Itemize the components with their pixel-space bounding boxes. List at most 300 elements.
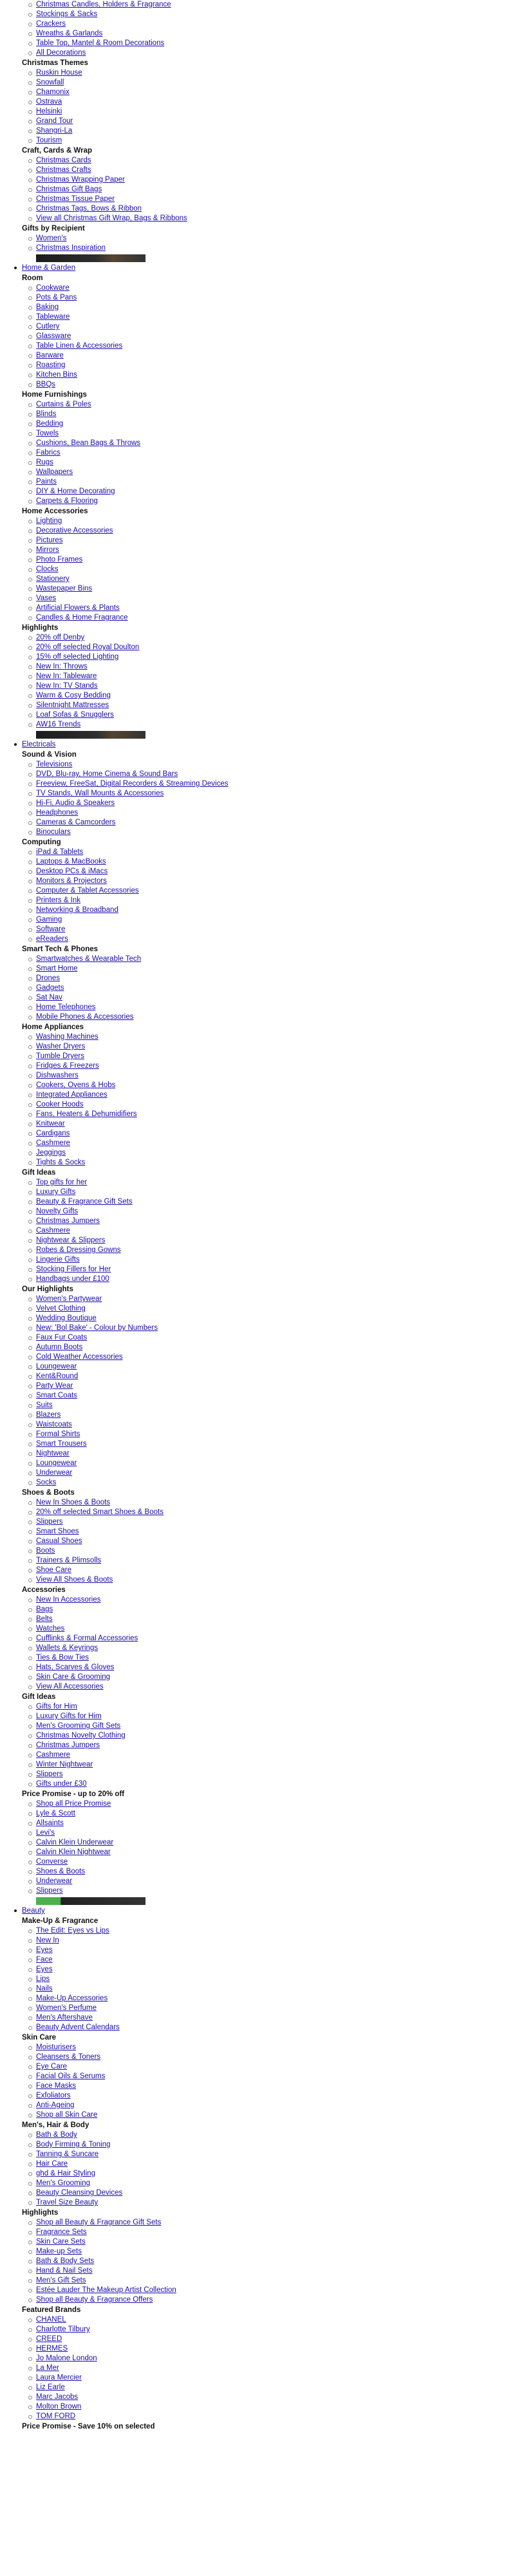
menu-link[interactable]: Bedding <box>36 420 64 428</box>
menu-group <box>14 2208 515 2305</box>
menu-link[interactable]: Glassware <box>36 332 71 340</box>
menu-link[interactable]: Shop all Beauty & Fragrance Offers <box>36 2296 153 2304</box>
list-item <box>36 29 515 39</box>
menu-link[interactable]: Beauty & Fragrance Gift Sets <box>36 1198 133 1206</box>
menu-link[interactable]: Cleansers & Toners <box>36 2053 101 2061</box>
menu-link[interactable]: Smart Shoes <box>36 1528 79 1535</box>
list-item <box>36 720 515 730</box>
menu-link[interactable]: Nails <box>36 1985 53 1993</box>
list-item <box>36 1061 515 1071</box>
list-item <box>36 487 515 497</box>
menu-link[interactable]: Gifts for Him <box>36 1703 77 1710</box>
menu-link[interactable]: Lips <box>36 1975 50 1983</box>
menu-link[interactable]: CREED <box>36 2335 62 2343</box>
menu-link[interactable]: Chamonix <box>36 88 70 96</box>
list-item <box>36 536 515 545</box>
section-link[interactable]: Electricals <box>14 740 515 750</box>
list-item <box>36 283 515 293</box>
menu-link[interactable]: Molton Brown <box>36 2403 82 2410</box>
group-heading: Home Furnishings <box>22 391 87 399</box>
menu-link[interactable]: Shoes & Boots <box>36 1868 86 1875</box>
list-item <box>36 1877 515 1886</box>
menu-link[interactable]: Winter Nightwear <box>36 1761 93 1768</box>
menu-link[interactable]: Make-Up Accessories <box>36 1994 108 2002</box>
menu-link[interactable]: Barware <box>36 352 64 359</box>
menu-link[interactable]: Mirrors <box>36 546 59 554</box>
list-item <box>36 1731 515 1741</box>
menu-link[interactable]: Loaf Sofas & Snugglers <box>36 711 114 719</box>
menu-link[interactable]: Cashmere <box>36 1751 71 1759</box>
menu-link[interactable]: Tableware <box>36 313 70 321</box>
menu-link[interactable]: Christmas Cards <box>36 156 91 164</box>
list-item <box>36 107 515 117</box>
menu-link[interactable]: Shop all Beauty & Fragrance Gift Sets <box>36 2219 162 2226</box>
promo-banner-image[interactable] <box>36 1897 145 1905</box>
menu-link[interactable]: DVD, Blu-ray, Home Cinema & Sound Bars <box>36 770 178 778</box>
list-item <box>36 1508 515 1517</box>
list-item <box>36 234 515 243</box>
menu-link[interactable]: Tights & Socks <box>36 1159 86 1166</box>
menu-link[interactable]: Wallpapers <box>36 468 73 476</box>
menu-group <box>14 223 515 253</box>
menu-link[interactable]: Jeggings <box>36 1149 66 1157</box>
menu-group <box>14 1789 515 1896</box>
menu-link[interactable]: TOM FORD <box>36 2412 76 2420</box>
list-item <box>36 243 515 253</box>
menu-link[interactable]: Silentnight Mattresses <box>36 701 109 709</box>
menu-link[interactable]: Fans, Heaters & Dehumidifiers <box>36 1110 137 1118</box>
list-item <box>36 1439 515 1449</box>
menu-link[interactable]: Women's <box>36 234 67 242</box>
menu-link[interactable]: Mobile Phones & Accessories <box>36 1013 134 1021</box>
menu-link[interactable]: View all Christmas Gift Wrap, Bags & Ribbons <box>36 214 187 222</box>
list-item <box>36 1012 515 1022</box>
menu-link[interactable]: Binoculars <box>36 828 71 836</box>
menu-link[interactable]: Men's Aftershave <box>36 2014 93 2022</box>
menu-link[interactable]: Cooker Hoods <box>36 1101 84 1108</box>
menu-link[interactable]: Anti-Ageing <box>36 2101 75 2109</box>
menu-link[interactable]: Slippers <box>36 1518 63 1526</box>
list-item <box>36 1537 515 1546</box>
menu-link[interactable]: Ruskin House <box>36 69 82 77</box>
menu-link[interactable]: Stocking Fillers for Her <box>36 1265 111 1273</box>
menu-link[interactable]: Integrated Appliances <box>36 1091 108 1099</box>
menu-section <box>14 1906 515 2432</box>
menu-link[interactable]: Women's Partywear <box>36 1295 102 1303</box>
menu-link[interactable]: Cufflinks & Formal Accessories <box>36 1634 138 1642</box>
list-item <box>36 2169 515 2179</box>
menu-link[interactable]: Tumble Dryers <box>36 1052 84 1060</box>
menu-link[interactable]: Ties & Bow Ties <box>36 1654 89 1662</box>
menu-link[interactable]: Boots <box>36 1547 55 1555</box>
menu-link[interactable]: Smart Coats <box>36 1392 77 1399</box>
menu-link[interactable]: New In: Throws <box>36 663 88 670</box>
menu-link[interactable]: Tanning & Suncare <box>36 2150 99 2158</box>
menu-link[interactable]: Cushions, Bean Bags & Throws <box>36 439 141 447</box>
list-item <box>36 1352 515 1362</box>
menu-link[interactable]: Stockings & Sacks <box>36 10 98 18</box>
menu-link[interactable]: HERMES <box>36 2345 68 2353</box>
menu-link[interactable]: Decorative Accessories <box>36 527 113 535</box>
menu-link[interactable]: Paints <box>36 478 57 486</box>
menu-link[interactable]: Socks <box>36 1479 57 1486</box>
menu-link[interactable]: Drones <box>36 974 61 982</box>
menu-link[interactable]: Cameras & Camcorders <box>36 819 116 826</box>
menu-link[interactable]: Blazers <box>36 1411 61 1419</box>
menu-link[interactable]: New In <box>36 1937 59 1944</box>
menu-link[interactable]: Face Masks <box>36 2082 76 2090</box>
menu-link[interactable]: View All Shoes & Boots <box>36 1576 113 1584</box>
menu-list <box>14 1799 515 1896</box>
menu-link[interactable]: Facial Oils & Serums <box>36 2072 106 2080</box>
menu-link[interactable]: Rugs <box>36 459 53 466</box>
menu-link[interactable]: Shop all Skin Care <box>36 2111 98 2119</box>
menu-link[interactable]: Calvin Klein Underwear <box>36 1839 114 1846</box>
menu-link[interactable]: Casual Shoes <box>36 1537 82 1545</box>
menu-link[interactable]: Women's Perfume <box>36 2004 97 2012</box>
menu-link[interactable]: Curtains & Poles <box>36 401 91 408</box>
menu-link[interactable]: Artificial Flowers & Plants <box>36 604 120 612</box>
menu-link[interactable]: Hats, Scarves & Gloves <box>36 1663 115 1671</box>
list-item <box>36 448 515 458</box>
menu-link[interactable]: Waistcoats <box>36 1421 72 1428</box>
menu-link[interactable]: Christmas Inspiration <box>36 244 106 252</box>
list-item <box>36 1605 515 1615</box>
list-item <box>36 1682 515 1692</box>
menu-link[interactable]: Helsinki <box>36 108 62 115</box>
menu-link[interactable]: Beauty Cleansing Devices <box>36 2189 123 2197</box>
menu-link[interactable]: Bath & Body <box>36 2131 77 2139</box>
menu-link[interactable]: Stationery <box>36 575 70 583</box>
menu-link[interactable]: Loungewear <box>36 1363 77 1370</box>
list-item <box>36 2392 515 2402</box>
menu-link[interactable]: Gadgets <box>36 984 64 992</box>
menu-link[interactable]: Christmas Gift Bags <box>36 185 102 193</box>
list-item <box>36 594 515 603</box>
menu-link[interactable]: Trainers & Plimsolls <box>36 1557 102 1564</box>
menu-link[interactable]: Allsaints <box>36 1819 64 1827</box>
menu-link[interactable]: Knitwear <box>36 1120 65 1128</box>
menu-link[interactable]: Sat Nav <box>36 994 62 1001</box>
menu-link[interactable]: Hi-Fi, Audio & Speakers <box>36 799 115 807</box>
menu-link[interactable]: Bags <box>36 1605 53 1613</box>
menu-link[interactable]: DIY & Home Decorating <box>36 488 115 495</box>
menu-link[interactable]: Novelty Gifts <box>36 1208 79 1215</box>
menu-link[interactable]: Fridges & Freezers <box>36 1062 99 1070</box>
section-link[interactable]: Home & Garden <box>14 263 515 273</box>
menu-link[interactable]: Monitors & Projectors <box>36 877 107 885</box>
menu-link[interactable]: Faux Fur Coats <box>36 1334 88 1341</box>
menu-link[interactable]: Levi's <box>36 1829 55 1837</box>
menu-link[interactable]: 20% off Denby <box>36 634 85 641</box>
menu-link[interactable]: Belts <box>36 1615 53 1623</box>
menu-link[interactable]: Calvin Klein Nightwear <box>36 1848 111 1856</box>
menu-link[interactable]: 20% off selected Royal Doulton <box>36 643 140 651</box>
menu-link[interactable]: Dishwashers <box>36 1072 79 1079</box>
menu-link[interactable]: Christmas Tissue Paper <box>36 195 115 203</box>
list-item <box>36 934 515 944</box>
menu-link[interactable]: Formal Shirts <box>36 1430 80 1438</box>
menu-link[interactable]: Loungewear <box>36 1459 77 1467</box>
menu-link[interactable]: Men's Grooming <box>36 2179 91 2187</box>
menu-link[interactable]: Travel Size Beauty <box>36 2199 98 2206</box>
list-item <box>36 789 515 799</box>
menu-link[interactable]: Velvet Clothing <box>36 1305 86 1312</box>
menu-list <box>14 633 515 730</box>
menu-link[interactable]: Watches <box>36 1625 65 1633</box>
menu-link[interactable]: Smart Trousers <box>36 1440 87 1448</box>
section-link[interactable]: Beauty <box>14 1906 515 1916</box>
menu-link[interactable]: La Mer <box>36 2364 59 2372</box>
menu-link[interactable]: Handbags under £100 <box>36 1275 109 1283</box>
menu-link[interactable]: New In: Tableware <box>36 672 97 680</box>
menu-link[interactable]: Home Telephones <box>36 1003 96 1011</box>
list-item <box>36 681 515 691</box>
menu-link[interactable]: Laura Mercier <box>36 2374 82 2382</box>
list-item <box>36 545 515 555</box>
menu-link[interactable]: Printers & Ink <box>36 896 81 904</box>
menu-link[interactable]: BBQs <box>36 381 56 388</box>
menu-link[interactable]: View All Accessories <box>36 1683 104 1690</box>
menu-link[interactable]: Hair Care <box>36 2160 68 2168</box>
menu-link[interactable]: Candles & Home Fragrance <box>36 614 128 621</box>
menu-link[interactable]: Software <box>36 925 66 933</box>
menu-link[interactable]: Clocks <box>36 565 59 573</box>
menu-link[interactable]: 15% off selected Lighting <box>36 653 119 661</box>
menu-list <box>14 1498 515 1585</box>
menu-link[interactable]: Warm & Cosy Bedding <box>36 692 111 699</box>
menu-link[interactable]: Underwear <box>36 1877 73 1885</box>
list-item <box>36 1449 515 1459</box>
menu-link[interactable]: Fabrics <box>36 449 61 457</box>
menu-link[interactable]: Christmas Wrapping Paper <box>36 176 125 184</box>
list-item <box>36 1420 515 1430</box>
menu-link[interactable]: Lingerie Gifts <box>36 1256 80 1264</box>
list-item <box>36 1188 515 1197</box>
menu-link[interactable]: Christmas Candles, Holders & Fragrance <box>36 1 171 8</box>
menu-link[interactable]: Laptops & MacBooks <box>36 858 106 866</box>
list-item <box>36 1672 515 1682</box>
list-item <box>36 1721 515 1731</box>
menu-link[interactable]: Shangri-La <box>36 127 73 135</box>
promo-banner-image[interactable] <box>36 731 145 739</box>
menu-link[interactable]: Lighting <box>36 517 62 525</box>
menu-link[interactable]: Tourism <box>36 137 62 144</box>
list-item <box>36 1401 515 1410</box>
menu-link[interactable]: Photo Frames <box>36 556 83 564</box>
menu-link[interactable]: All Decorations <box>36 49 86 57</box>
menu-link[interactable]: Headphones <box>36 809 79 817</box>
menu-link[interactable]: Hand & Nail Sets <box>36 2267 93 2275</box>
menu-link[interactable]: Christmas Jumpers <box>36 1217 100 1225</box>
list-item <box>36 1100 515 1110</box>
list-item <box>36 974 515 983</box>
menu-link[interactable]: Cashmere <box>36 1227 71 1235</box>
menu-link[interactable]: Autumn Boots <box>36 1343 83 1351</box>
menu-link[interactable]: Table Linen & Accessories <box>36 342 123 350</box>
menu-link[interactable]: Wreaths & Garlands <box>36 30 103 37</box>
promo-banner-image[interactable] <box>36 254 145 262</box>
menu-link[interactable]: Washing Machines <box>36 1033 98 1041</box>
menu-link[interactable]: Smart Home <box>36 965 78 972</box>
list-item <box>36 1799 515 1809</box>
menu-link[interactable]: Christmas Crafts <box>36 166 91 174</box>
menu-link[interactable]: Luxury Gifts for Him <box>36 1712 102 1720</box>
menu-link[interactable]: AW16 Trends <box>36 721 81 728</box>
list-item <box>36 1702 515 1712</box>
menu-link[interactable]: Men's Grooming Gift Sets <box>36 1722 121 1730</box>
menu-link[interactable]: Pots & Pans <box>36 294 77 301</box>
menu-link[interactable]: Jo Malone London <box>36 2354 97 2362</box>
menu-link[interactable]: TV Stands, Wall Mounts & Accessories <box>36 790 164 797</box>
menu-link[interactable]: Cashmere <box>36 1139 71 1147</box>
menu-link[interactable]: Computer & Tablet Accessories <box>36 887 139 895</box>
menu-link[interactable]: Baking <box>36 303 59 311</box>
menu-link[interactable]: Charlotte Tilbury <box>36 2325 90 2333</box>
menu-link[interactable]: Roasting <box>36 361 66 369</box>
menu-link[interactable]: New In Shoes & Boots <box>36 1499 111 1506</box>
menu-link[interactable]: Kent&Round <box>36 1372 79 1380</box>
menu-link[interactable]: Wallets & Keyrings <box>36 1644 98 1652</box>
menu-link[interactable]: Eyes <box>36 1965 53 1973</box>
menu-link[interactable]: Skin Care Sets <box>36 2238 86 2246</box>
list-item <box>36 1391 515 1401</box>
menu-link[interactable]: Estée Lauder The Makeup Artist Collection <box>36 2286 176 2294</box>
menu-link[interactable]: Slippers <box>36 1887 63 1895</box>
menu-link[interactable]: Cookers, Ovens & Hobs <box>36 1081 116 1089</box>
menu-link[interactable]: Liz Earle <box>36 2383 65 2391</box>
list-item <box>36 419 515 429</box>
menu-link[interactable]: Luxury Gifts <box>36 1188 76 1196</box>
menu-link[interactable]: Slippers <box>36 1770 63 1778</box>
menu-link[interactable]: Blinds <box>36 410 57 418</box>
menu-link[interactable]: New: 'Bol Bake' - Colour by Numbers <box>36 1324 158 1332</box>
menu-link[interactable]: Gaming <box>36 916 62 923</box>
menu-link[interactable]: New In Accessories <box>36 1596 101 1604</box>
menu-link[interactable]: Eye Care <box>36 2063 67 2070</box>
menu-link[interactable]: Underwear <box>36 1469 73 1477</box>
menu-link[interactable]: Lyle & Scott <box>36 1810 75 1817</box>
menu-link[interactable]: Nightwear & Slippers <box>36 1236 106 1244</box>
list-item <box>36 1381 515 1391</box>
list-item <box>36 672 515 681</box>
menu-link[interactable]: Ostrava <box>36 98 62 106</box>
menu-link[interactable]: Kitchen Bins <box>36 371 77 379</box>
menu-link[interactable]: Washer Dryers <box>36 1043 86 1050</box>
menu-link[interactable]: Marc Jacobs <box>36 2393 79 2401</box>
menu-link[interactable]: Carpets & Flooring <box>36 497 98 505</box>
list-item <box>36 351 515 361</box>
menu-link[interactable]: Top gifts for her <box>36 1179 88 1186</box>
menu-link[interactable]: Shop all Price Promise <box>36 1800 111 1808</box>
menu-link[interactable]: Skin Care & Grooming <box>36 1673 111 1681</box>
menu-link[interactable]: Christmas Tags, Bows & Ribbon <box>36 205 142 213</box>
menu-link[interactable]: Fragrance Sets <box>36 2228 87 2236</box>
menu-link[interactable]: Vases <box>36 594 57 602</box>
list-item <box>36 993 515 1003</box>
list-item <box>36 332 515 341</box>
menu-link[interactable]: Wastepaper Bins <box>36 585 93 592</box>
list-item <box>36 1333 515 1343</box>
menu-link[interactable]: Cutlery <box>36 323 60 330</box>
menu-link[interactable]: Crackers <box>36 20 66 28</box>
list-item <box>36 293 515 303</box>
menu-link[interactable]: Men's Gift Sets <box>36 2277 86 2284</box>
menu-link[interactable]: Converse <box>36 1858 68 1866</box>
menu-link[interactable]: Wedding Boutique <box>36 1314 97 1322</box>
menu-list <box>14 1294 515 1488</box>
menu-link[interactable]: Cookware <box>36 284 70 292</box>
menu-link[interactable]: Face <box>36 1956 53 1964</box>
list-item <box>36 1362 515 1372</box>
menu-link[interactable]: Table Top, Mantel & Room Decorations <box>36 39 165 47</box>
menu-link[interactable]: Make-up Sets <box>36 2248 82 2255</box>
menu-list <box>14 0 515 58</box>
menu-link[interactable]: Moisturisers <box>36 2043 76 2051</box>
list-item <box>36 2383 515 2392</box>
list-item <box>36 78 515 88</box>
menu-group <box>14 750 515 837</box>
menu-link[interactable]: Shoe Care <box>36 1566 71 1574</box>
menu-link[interactable]: Christmas Novelty Clothing <box>36 1732 126 1739</box>
group-heading: Highlights <box>22 2209 59 2217</box>
menu-link[interactable]: Suits <box>36 1401 53 1409</box>
menu-link[interactable]: Party Wear <box>36 1382 73 1390</box>
menu-list <box>14 760 515 837</box>
menu-link[interactable]: Pictures <box>36 536 63 544</box>
menu-link[interactable]: Smartwatches & Wearable Tech <box>36 955 142 963</box>
menu-link[interactable]: Body Firming & Toning <box>36 2141 111 2148</box>
menu-link[interactable]: Desktop PCs & iMacs <box>36 867 108 875</box>
menu-link[interactable]: Exfoliators <box>36 2092 71 2099</box>
menu-link[interactable]: iPad & Tablets <box>36 848 84 856</box>
menu-link[interactable]: Eyes <box>36 1946 53 1954</box>
list-item <box>36 2363 515 2373</box>
list-item <box>36 828 515 837</box>
menu-link[interactable]: Networking & Broadband <box>36 906 118 914</box>
menu-link[interactable]: Bath & Body Sets <box>36 2257 95 2265</box>
menu-link[interactable]: Robes & Dressing Gowns <box>36 1246 121 1254</box>
menu-link[interactable]: Snowfall <box>36 79 64 86</box>
list-item <box>36 458 515 468</box>
list-item <box>36 1556 515 1566</box>
list-item <box>36 1207 515 1217</box>
list-item <box>36 1750 515 1760</box>
menu-link[interactable]: Beauty Advent Calendars <box>36 2023 120 2031</box>
menu-group <box>14 146 515 223</box>
list-item <box>36 175 515 185</box>
menu-link[interactable]: The Edit: Eyes vs Lips <box>36 1927 109 1935</box>
menu-link[interactable]: New In: TV Stands <box>36 682 98 690</box>
list-item <box>36 1994 515 2003</box>
menu-link[interactable]: eReaders <box>36 935 68 943</box>
list-item <box>36 185 515 194</box>
menu-link[interactable]: Grand Tour <box>36 117 73 125</box>
menu-link[interactable]: Towels <box>36 430 59 437</box>
menu-link[interactable]: Nightwear <box>36 1450 70 1457</box>
menu-link[interactable]: Cardigans <box>36 1130 70 1137</box>
list-item <box>36 1468 515 1478</box>
menu-link[interactable]: CHANEL <box>36 2316 66 2324</box>
menu-link[interactable]: Cold Weather Accessories <box>36 1353 123 1361</box>
menu-link[interactable]: Christmas Jumpers <box>36 1741 100 1749</box>
menu-link[interactable]: Gifts under £30 <box>36 1780 87 1788</box>
list-item <box>36 477 515 487</box>
menu-link[interactable]: 20% off selected Smart Shoes & Boots <box>36 1508 164 1516</box>
menu-link[interactable]: ghd & Hair Styling <box>36 2170 96 2177</box>
menu-link[interactable]: Televisions <box>36 761 73 768</box>
menu-link[interactable]: Freeview, FreeSat, Digital Recorders & Streaming Devices <box>36 780 229 788</box>
